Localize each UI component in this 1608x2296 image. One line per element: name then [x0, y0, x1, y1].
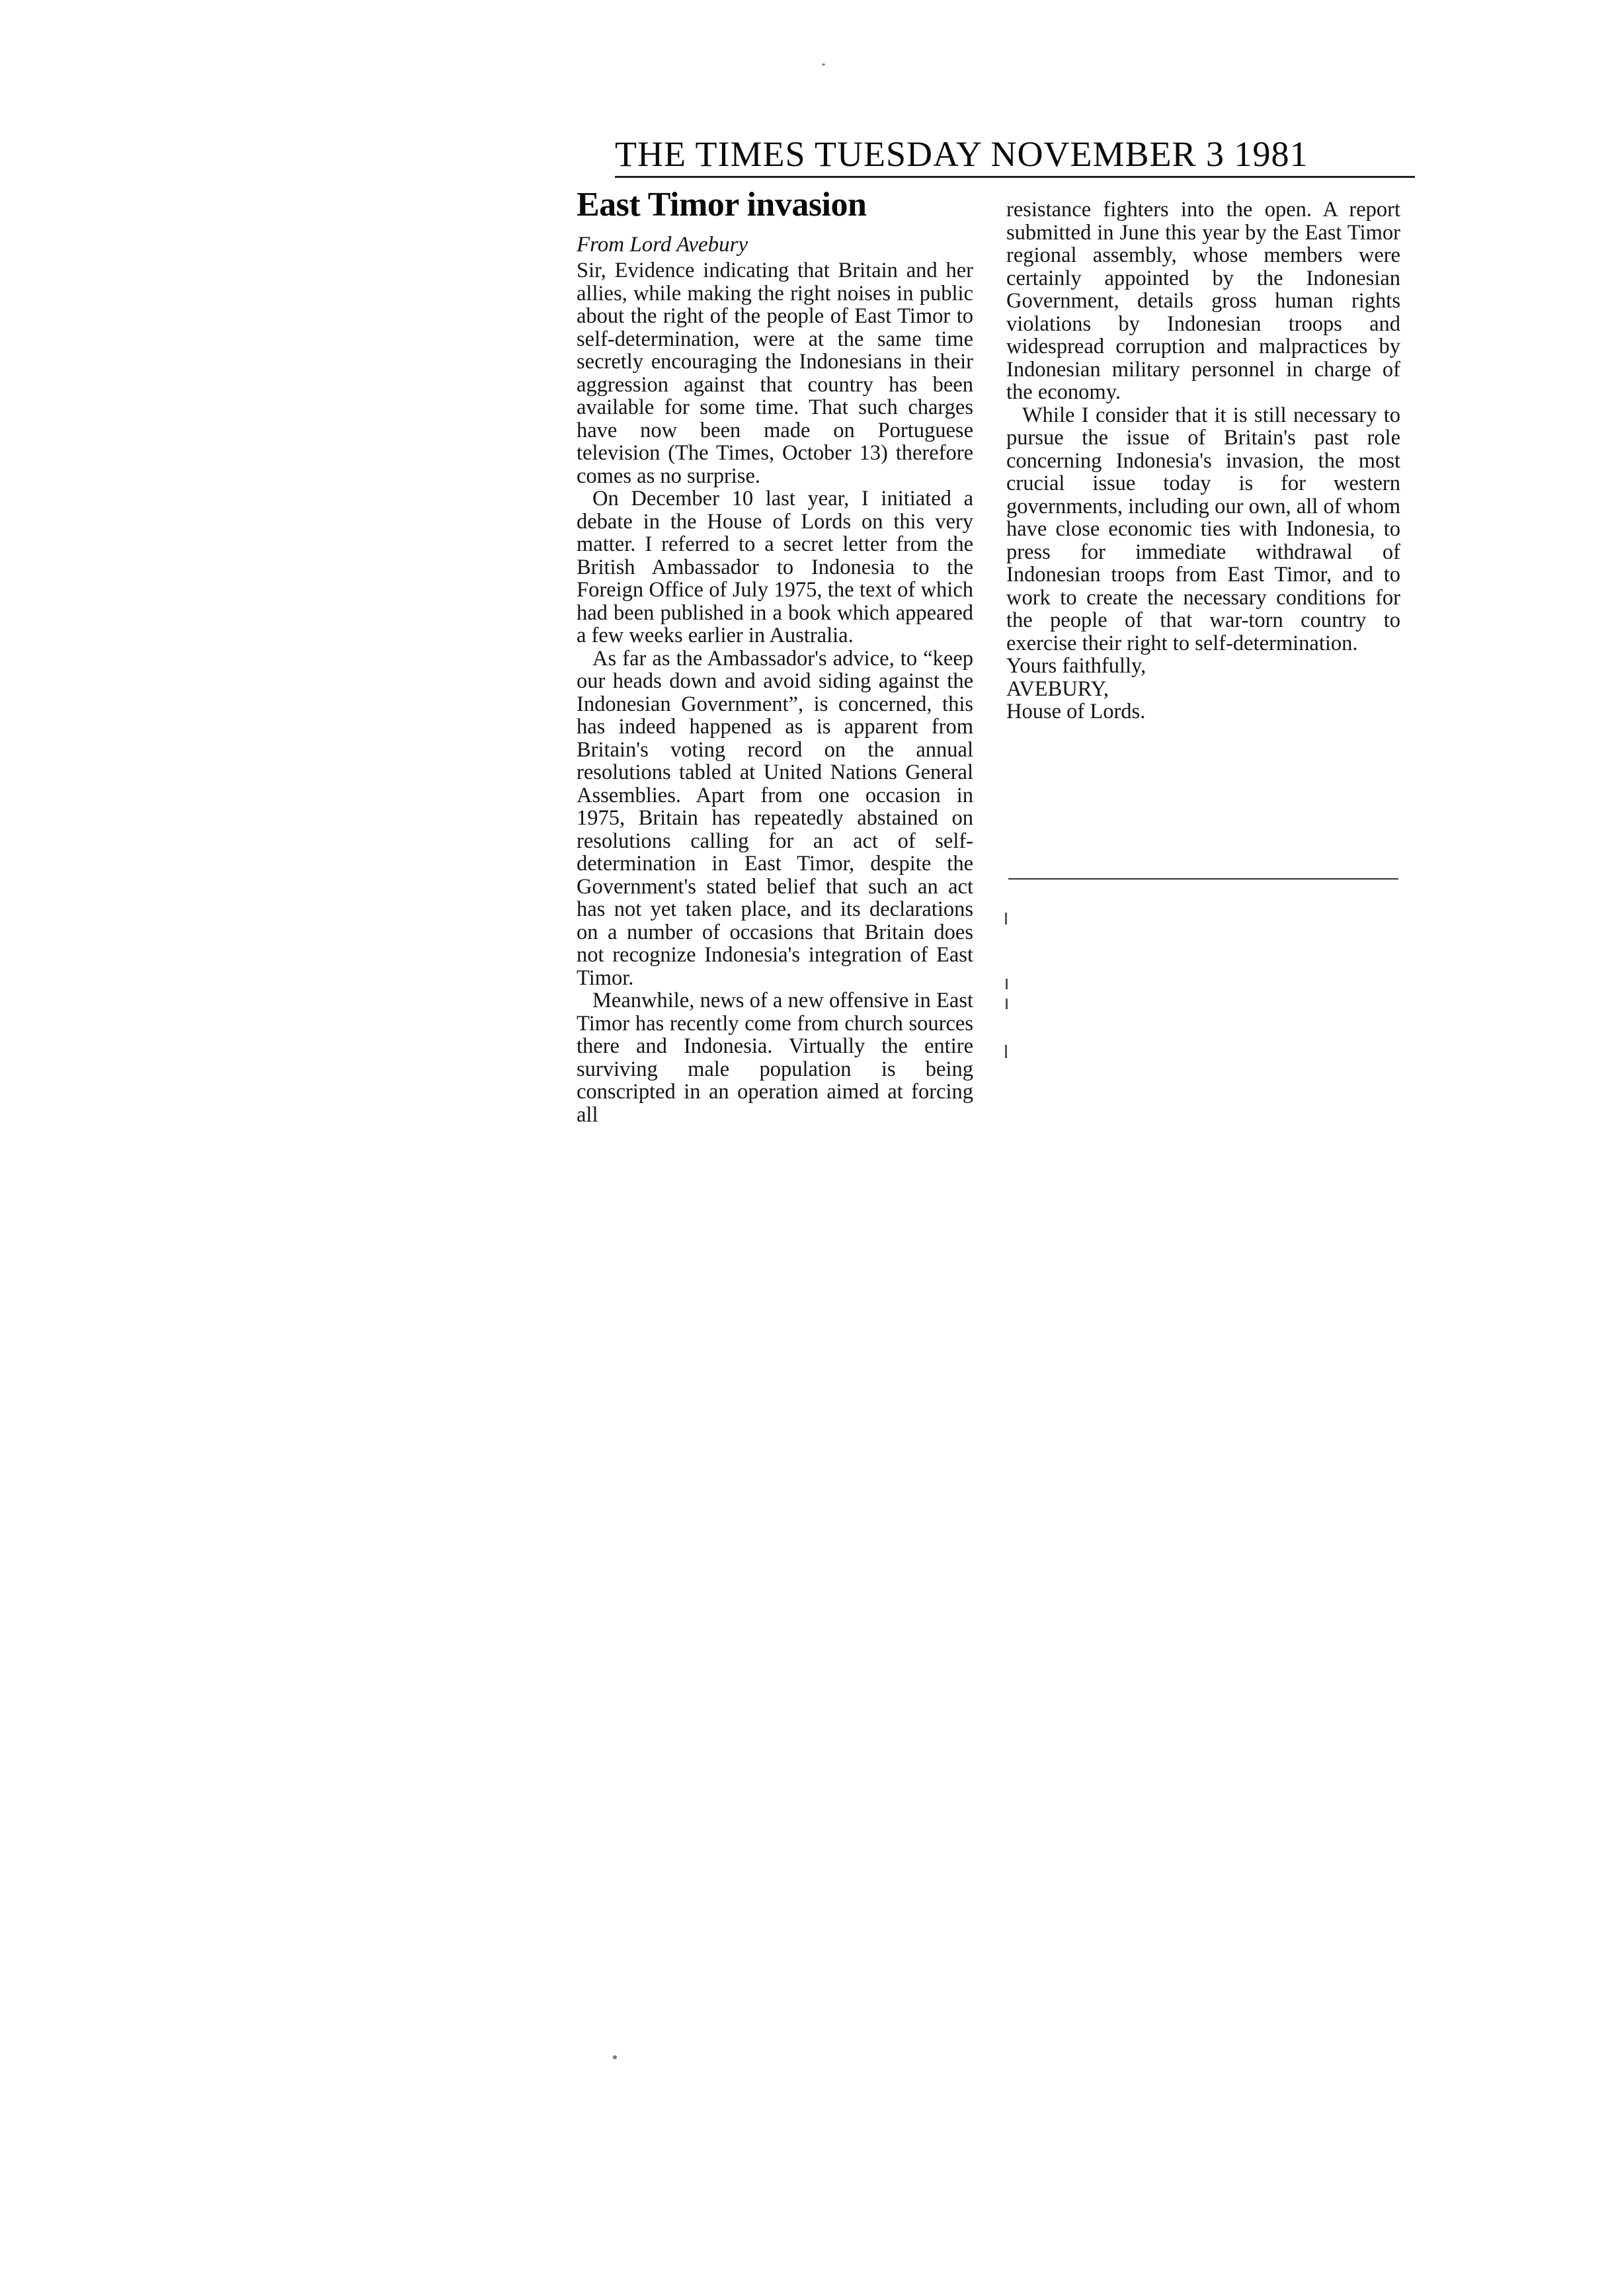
- article-paragraph: On December 10 last year, I initiated a debate in the House of Lords on this very matter. I referred to a secret letter from the British Ambassador to Indonesia to the Foreign Office of July 1975, the text of which had been published in a book which appeared a few weeks earlier in Australia.: [577, 487, 973, 647]
- scan-gutter-mark: [1005, 1045, 1007, 1058]
- scan-speck: [613, 2055, 617, 2059]
- signoff-closing: Yours faithfully,: [1006, 654, 1146, 678]
- article-paragraph: Sir, Evidence indicating that Britain and her allies, while making the right noises in public about the right of the people of East Timor to self-determination, were at the same time secretly encouraging the Indonesians in their aggression against that country has been available for some time. That such charges have now been made on Portuguese television (The Times, October 13) therefore comes as no surprise.: [577, 259, 973, 488]
- newspaper-masthead: THE TIMES TUESDAY NOVEMBER 3 1981: [615, 134, 1308, 174]
- masthead-rule: [615, 176, 1415, 178]
- scan-gutter-mark: [1006, 999, 1008, 1009]
- scan-speck: [822, 63, 825, 65]
- article-byline: From Lord Avebury: [577, 233, 748, 257]
- signoff-name: AVEBURY,: [1006, 676, 1109, 701]
- scan-gutter-mark: [1005, 913, 1007, 924]
- article-paragraph: As far as the Ambassador's advice, to “keep our heads down and avoid siding against the Indonesian Government”, is concerned, this has indeed happened as is apparent from Britain's voting record on the annual resolutions tabled at United Nations General Assemblies. Apart from one occasion in 1975, Britain has repeatedly abstained on resolutions calling for an act of self-determination in East Timor, despite the Government's stated belief that such an act has not yet taken place, and its declarations on a number of occasions that Britain does not recognize Indonesia's integration of East Timor.: [577, 646, 973, 990]
- article-column-1: [577, 184, 973, 1126]
- article-headline: East Timor invasion: [577, 186, 867, 224]
- signoff-place: House of Lords.: [1006, 700, 1146, 723]
- end-of-letter-rule: [1008, 878, 1398, 880]
- article-paragraph: Meanwhile, news of a new offensive in East Timor has recently come from church sources there and Indonesia. Virtually the entire surviving male population is being conscripted in an operation aimed at forcing all: [577, 989, 973, 1127]
- scan-gutter-mark: [1006, 979, 1008, 989]
- article-paragraph: resistance fighters into the open. A report submitted in June this year by the East Timor regional assembly, whose members were certainly appointed by the Indonesian Government, details gross human rights violations by Indonesian troops and widespread corruption and malpractices by Indonesian military personnel in charge of the economy.: [1006, 198, 1400, 404]
- article-column-2: [1006, 198, 1400, 723]
- article-paragraph: While I consider that it is still necessary to pursue the issue of Britain's past role concerning Indonesia's invasion, the most crucial issue today is for western governments, including our own, all of whom have close economic ties with Indonesia, to press for immediate withdrawal of Indonesian troops from East Timor, and to work to create the necessary conditions for the people of that war-torn country to exercise their right to self-determination.: [1006, 403, 1400, 655]
